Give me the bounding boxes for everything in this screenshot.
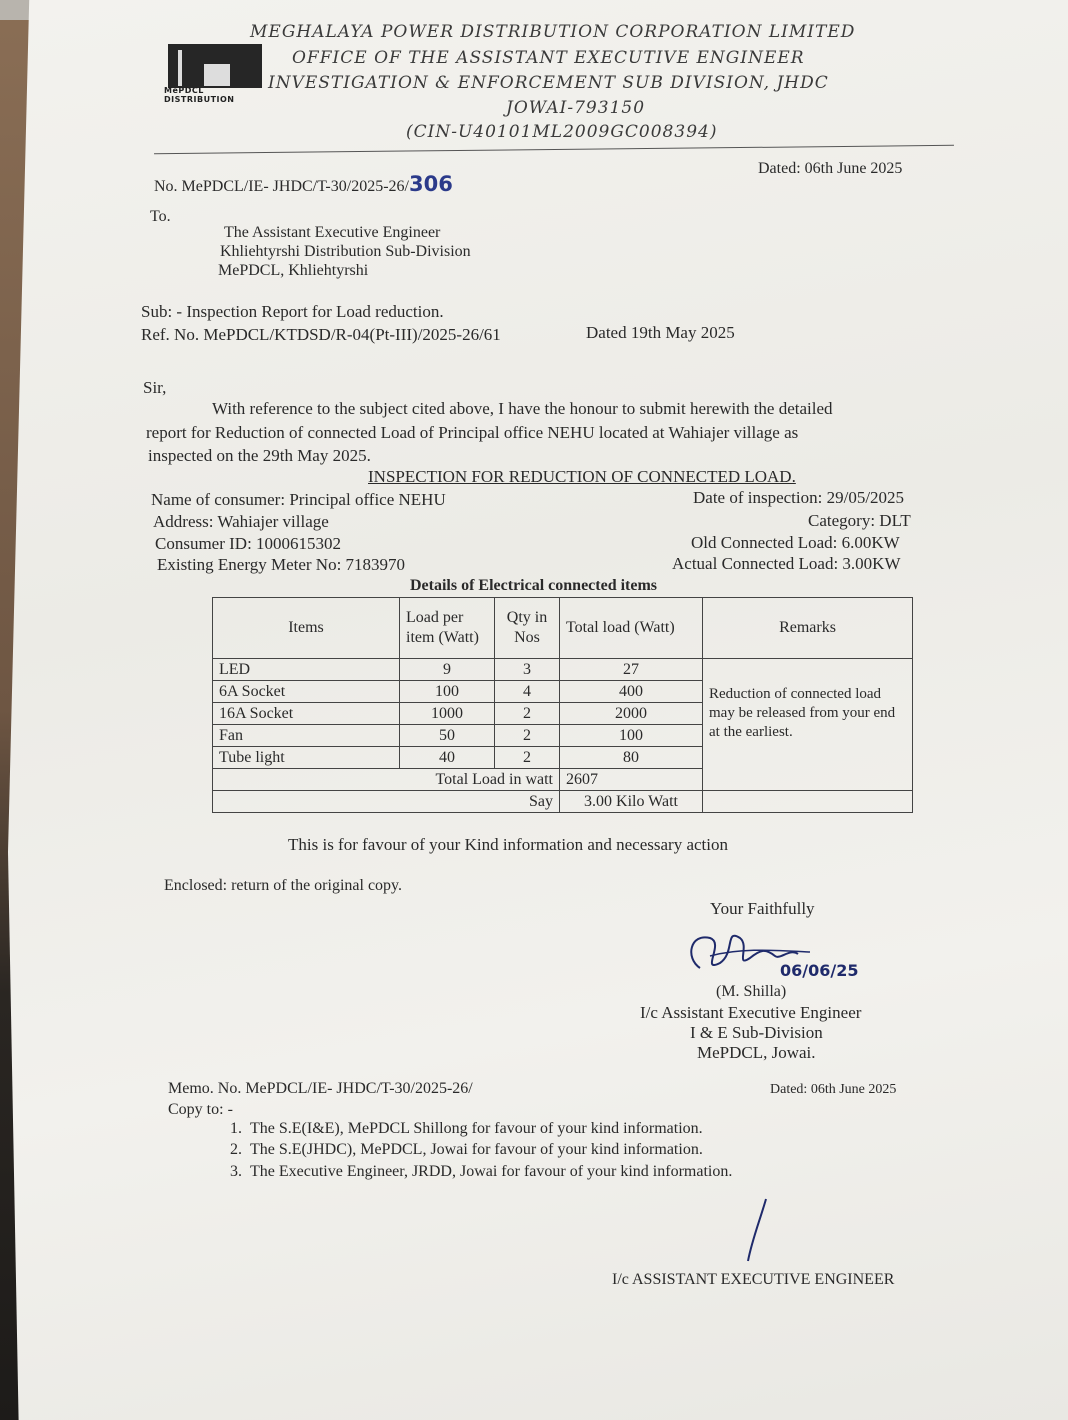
say-value: 3.00 Kilo Watt [560, 791, 703, 813]
cell-item: 6A Socket [213, 681, 400, 703]
table-header-row [213, 598, 913, 659]
salutation: Sir, [143, 378, 167, 397]
body-line-2: report for Reduction of connected Load of Principal office NEHU located at Wahiajer village as [146, 423, 799, 442]
cell-qty: 4 [495, 681, 560, 703]
table-row [213, 659, 913, 681]
footer-signatory: I/c ASSISTANT EXECUTIVE ENGINEER [612, 1271, 895, 1288]
consumer-id: Consumer ID: 1000615302 [155, 534, 342, 553]
category: Category: DLT [808, 511, 911, 530]
col-qty: Qty in Nos [495, 598, 560, 659]
cell-load: 40 [400, 747, 495, 769]
consumer-address: Address: Wahiajer village [153, 512, 329, 531]
cell-load: 100 [400, 681, 495, 703]
addressee-line-2: Khliehtyrshi Distribution Sub-Division [220, 243, 471, 260]
consumer-name: Name of consumer: Principal office NEHU [151, 490, 446, 509]
col-remarks: Remarks [703, 598, 913, 659]
cell-qty: 2 [495, 747, 560, 769]
signatory-designation: I/c Assistant Executive Engineer [640, 1003, 862, 1022]
header-company: MEGHALAYA POWER DISTRIBUTION CORPORATION LIMITED [250, 22, 856, 42]
copy-item-text: The S.E(I&E), MePDCL Shillong for favour of your kind information. [250, 1120, 703, 1137]
cell-load: 1000 [400, 703, 495, 725]
col-items: Items [213, 598, 400, 659]
total-label: Total Load in watt [213, 769, 560, 791]
copy-item-num: 3. [230, 1163, 242, 1180]
meter-no: Existing Energy Meter No: 7183970 [157, 555, 406, 574]
copy-item-num: 1. [230, 1120, 242, 1137]
col-load-per-item: Load per item (Watt) [400, 598, 495, 659]
mepdcl-logo [164, 44, 268, 104]
memo-no: Memo. No. MePDCL/IE- JHDC/T-30/2025-26/ [168, 1080, 473, 1097]
section-title: INSPECTION FOR REDUCTION OF CONNECTED LOAD. [368, 467, 796, 486]
signature-image [680, 918, 880, 988]
letter-ref-no [154, 172, 453, 196]
letter-date: Dated: 06th June 2025 [758, 160, 903, 177]
cell-qty: 3 [495, 659, 560, 681]
cell-total: 400 [560, 681, 703, 703]
reference: Ref. No. MePDCL/KTDSD/R-04(Pt-III)/2025-26/61 [141, 325, 501, 344]
inspection-date: Date of inspection: 29/05/2025 [693, 488, 905, 507]
subject: Sub: - Inspection Report for Load reduction. [141, 302, 444, 321]
addressee-line-3: MePDCL, Khliehtyrshi [218, 262, 369, 279]
cell-remarks: Reduction of connected load may be released from your end at the earliest. [703, 659, 913, 791]
signature-date: 06/06/25 [780, 961, 859, 980]
actual-connected-load: Actual Connected Load: 3.00KW [672, 554, 901, 573]
enclosed-note: Enclosed: return of the original copy. [164, 877, 402, 894]
total-value: 2607 [560, 769, 703, 791]
col-total-load: Total load (Watt) [560, 598, 703, 659]
table-title: Details of Electrical connected items [410, 577, 658, 594]
copy-item-1 [230, 1120, 703, 1138]
initial-stroke [740, 1195, 770, 1265]
cell-item: LED [213, 659, 400, 681]
cell-qty: 2 [495, 703, 560, 725]
table-say-row [213, 791, 913, 813]
old-connected-load: Old Connected Load: 6.00KW [691, 533, 900, 552]
addressee-line-1: The Assistant Executive Engineer [224, 224, 441, 241]
reference-date: Dated 19th May 2025 [586, 323, 735, 342]
cell-total: 27 [560, 659, 703, 681]
logo-text: MePDCL DISTRIBUTION [164, 86, 235, 104]
signatory-division: I & E Sub-Division [690, 1023, 823, 1042]
signatory-name: (M. Shilla) [716, 983, 787, 1000]
ref-no-handwritten: 306 [408, 172, 453, 196]
to-label: To. [150, 208, 171, 225]
body-line-1: With reference to the subject cited above, I have the honour to submit herewith the detailed [212, 399, 833, 418]
header-office: OFFICE OF THE ASSISTANT EXECUTIVE ENGINEER [292, 48, 805, 68]
say-label: Say [213, 791, 560, 813]
cell-item: Tube light [213, 747, 400, 769]
cell-load: 9 [400, 659, 495, 681]
items-table [212, 597, 913, 813]
signatory-office: MePDCL, Jowai. [697, 1043, 816, 1062]
cell-load: 50 [400, 725, 495, 747]
cell-total: 2000 [560, 703, 703, 725]
memo-date: Dated: 06th June 2025 [770, 1082, 897, 1097]
cell-total: 80 [560, 747, 703, 769]
header-city: JOWAI-793150 [506, 98, 646, 118]
header-subdivision: INVESTIGATION & ENFORCEMENT SUB DIVISION, JHDC [268, 73, 829, 93]
cell-qty: 2 [495, 725, 560, 747]
say-remarks-blank [703, 791, 913, 813]
ref-no-text: No. MePDCL/IE- JHDC/T-30/2025-26/ [154, 178, 409, 195]
body-line-3: inspected on the 29th May 2025. [148, 446, 371, 465]
cell-item: 16A Socket [213, 703, 400, 725]
copy-item-2 [230, 1141, 703, 1159]
copy-item-3 [230, 1163, 732, 1181]
copy-item-num: 2. [230, 1141, 242, 1158]
yours-faithfully: Your Faithfully [710, 899, 815, 918]
closing-line: This is for favour of your Kind information and necessary action [288, 835, 728, 854]
cell-item: Fan [213, 725, 400, 747]
copy-to-label: Copy to: - [168, 1101, 233, 1118]
copy-item-text: The S.E(JHDC), MePDCL, Jowai for favour of your kind information. [250, 1141, 703, 1158]
copy-item-text: The Executive Engineer, JRDD, Jowai for favour of your kind information. [250, 1163, 733, 1180]
cell-total: 100 [560, 725, 703, 747]
header-cin: (CIN-U40101ML2009GC008394) [406, 122, 718, 142]
